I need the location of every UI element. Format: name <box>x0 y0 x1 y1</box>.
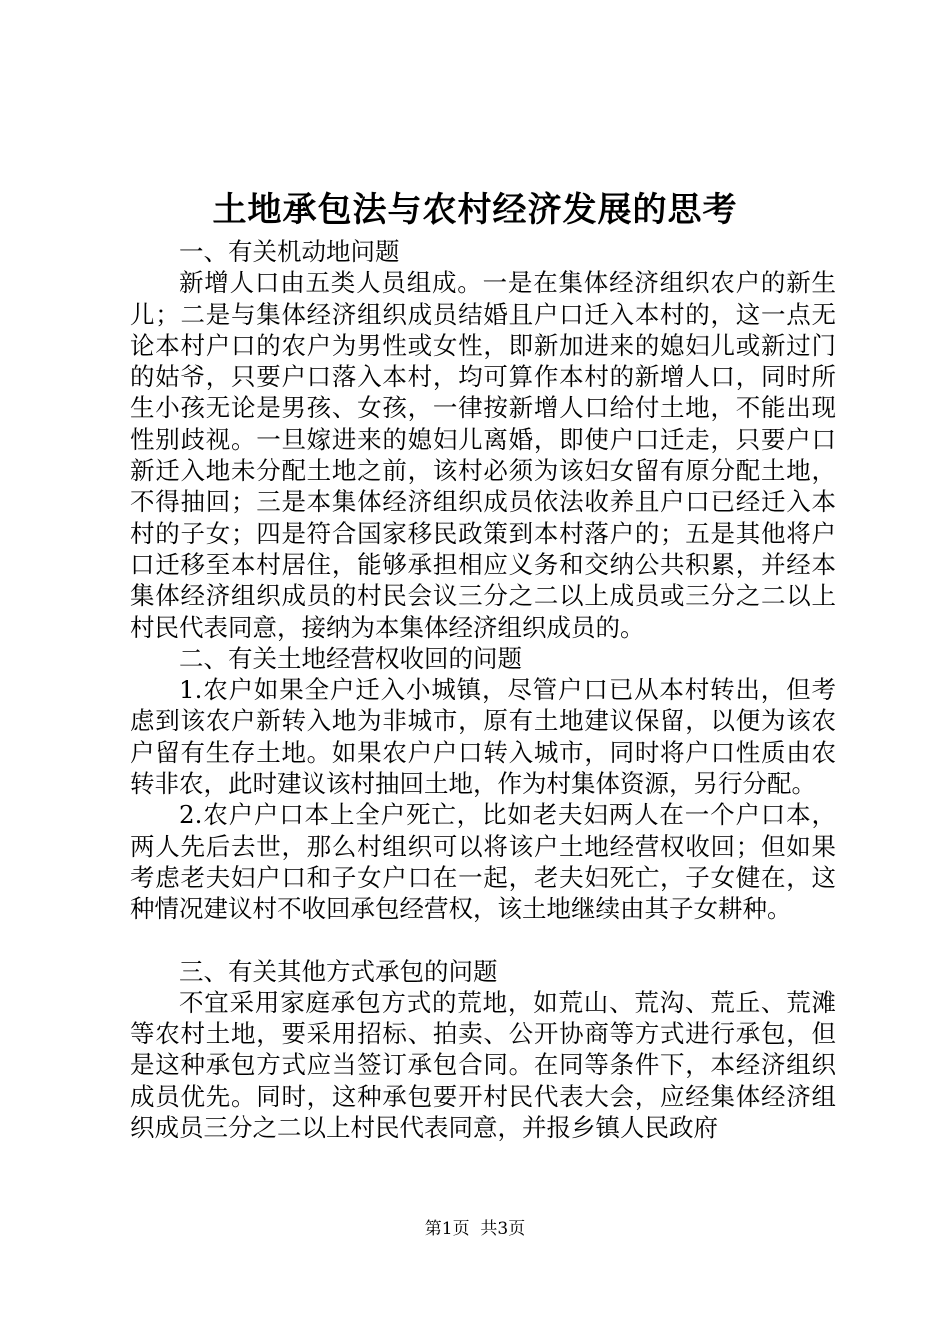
paragraph: 不宜采用家庭承包方式的荒地，如荒山、荒沟、荒丘、荒滩等农村土地，要采用招标、拍卖、公开协商等方式进行承包，但是这种承包方式应当签订承包合同。在同等条件下，本经济组织成员优先。同时，这种承包要开村民代表大会，应经集体经济组织成员三分之二以上村民代表同意，并报乡镇人民政府 <box>130 987 836 1143</box>
section-heading-2: 二、有关土地经营权收回的问题 <box>179 643 522 673</box>
section-heading-3: 三、有关其他方式承包的问题 <box>179 956 498 986</box>
paragraph: 2.农户户口本上全户死亡，比如老夫妇两人在一个户口本，两人先后去世，那么村组织可以将该户土地经营权收回；但如果考虑老夫妇户口和子女户口在一起，老夫妇死亡，子女健在，这种情况建议村不收回承包经营权，该土地继续由其子女耕种。 <box>130 800 836 924</box>
page-footer <box>0 1217 950 1241</box>
blank-line <box>130 925 836 956</box>
paragraph: 1.农户如果全户迁入小城镇，尽管户口已从本村转出，但考虑到该农户新转入地为非城市，原有土地建议保留，以便为该农户留有生存土地。如果农户户口转入城市，同时将户口性质由农转非农，此时建议该村抽回土地，作为村集体资源，另行分配。 <box>130 675 836 799</box>
paragraph: 新增人口由五类人员组成。一是在集体经济组织农户的新生儿；二是与集体经济组织成员结婚且户口迁入本村的，这一点无论本村户口的农户为男性或女性，即新加进来的媳妇儿或新过门的姑爷，只要户口落入本村，均可算作本村的新增人口，同时所生小孩无论是男孩、女孩，一律按新增人口给付土地，不能出现性别歧视。一旦嫁进来的媳妇儿离婚，即使户口迁走，只要户口新迁入地未分配土地之前，该村必须为该妇女留有原分配土地，不得抽回；三是本集体经济组织成员依法收养且户口已经迁入本村的子女；四是符合国家移民政策到本村落户的；五是其他将户口迁移至本村居住，能够承担相应义务和交纳公共积累，并经本集体经济组织成员的村民会议三分之二以上成员或三分之二以上村民代表同意，接纳为本集体经济组织成员的。 <box>130 268 836 642</box>
section-heading-1: 一、有关机动地问题 <box>179 237 400 266</box>
document-title: 土地承包法与农村经济发展的思考 <box>212 190 738 230</box>
page-number: 第1页 共3页 <box>424 1219 526 1239</box>
document-body <box>130 236 836 1143</box>
